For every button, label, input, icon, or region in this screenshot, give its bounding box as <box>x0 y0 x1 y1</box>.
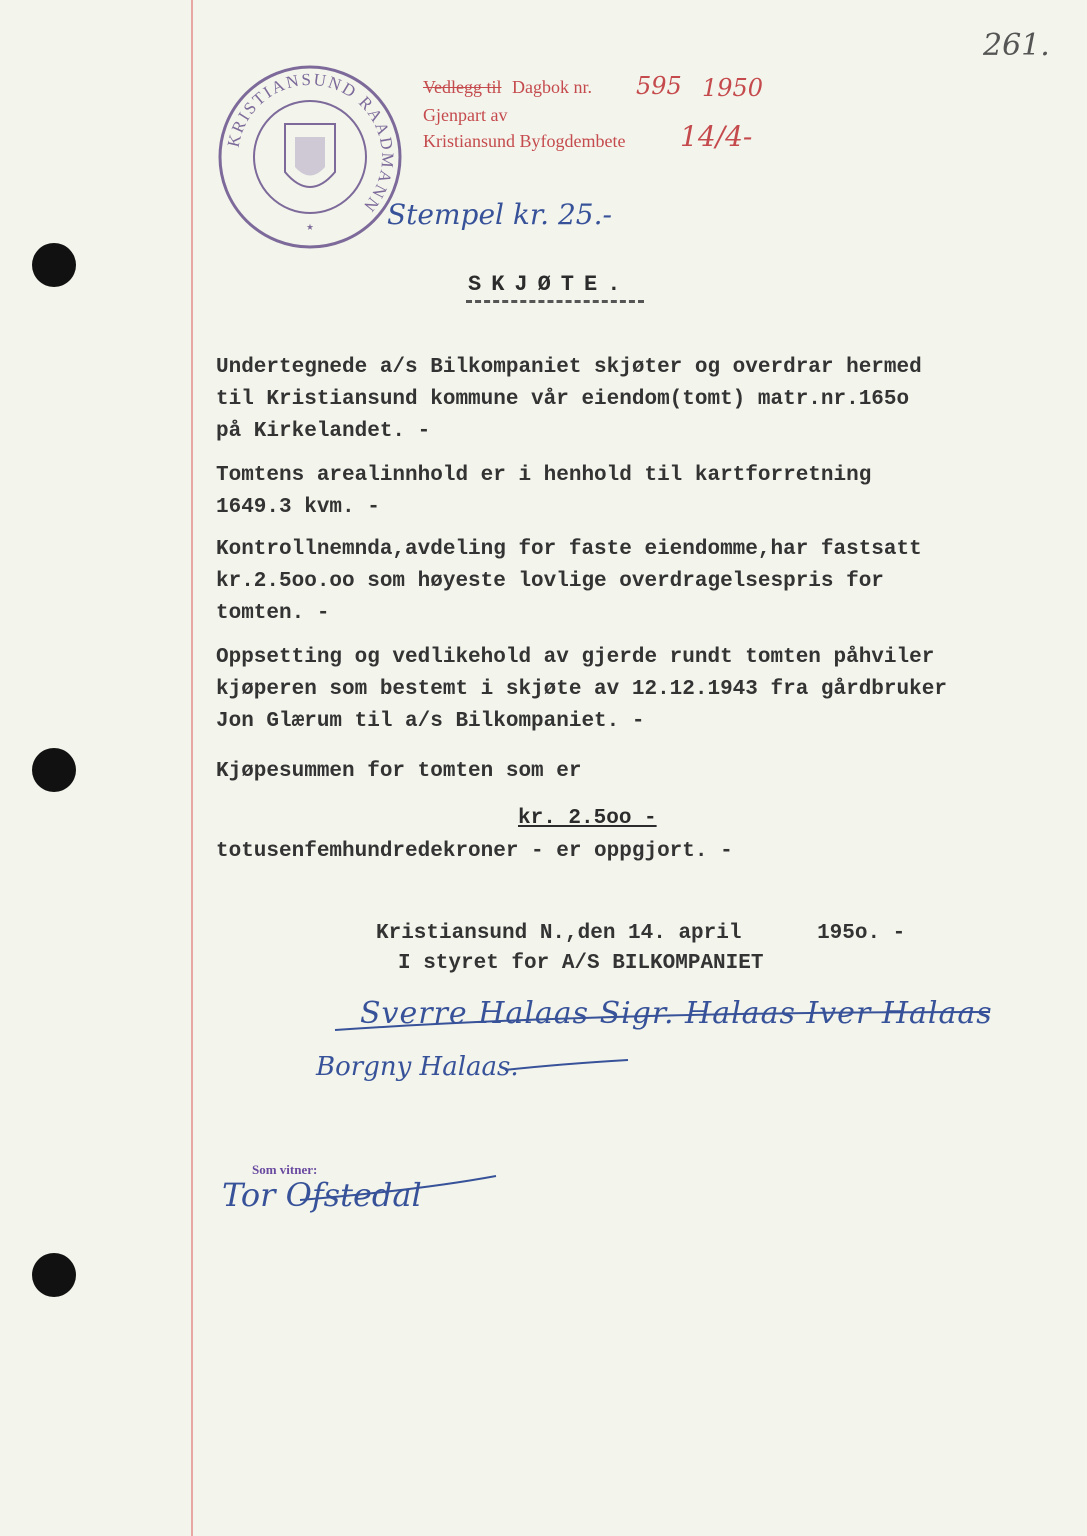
body-line: til Kristiansund kommune vår eiendom(tomt) matr.nr.165o <box>216 388 910 411</box>
body-line: Kjøpesummen for tomten som er <box>216 760 582 783</box>
witness-stamp: Som vitner: <box>252 1162 318 1177</box>
dagbok-year: 1950 <box>702 74 764 102</box>
board-line: I styret for A/S BILKOMPANIET <box>398 952 764 975</box>
svg-text:★: ★ <box>306 220 314 234</box>
document-title: SKJØTE. <box>468 272 631 297</box>
body-line: Oppsetting og vedlikehold av gjerde rundt tomten påhviler <box>216 646 935 669</box>
body-line: Jon Glærum til a/s Bilkompaniet. - <box>216 710 645 733</box>
body-line: kr.2.5oo.oo som høyeste lovlige overdragelsespris for <box>216 570 884 593</box>
page-number: 261. <box>983 28 1050 63</box>
body-line: på Kirkelandet. - <box>216 420 431 443</box>
signature-row-1: Sverre Halaas Sigr. Halaas Iver Halaas <box>360 996 993 1031</box>
place-date-line: Kristiansund N.,den 14. april 195o. - <box>376 922 906 945</box>
body-line: Undertegnede a/s Bilkompaniet skjøter og overdrar hermed <box>216 356 922 379</box>
amount-in-words: totusenfemhundredekroner - er oppgjort. - <box>216 840 733 863</box>
body-line: kjøperen som bestemt i skjøte av 12.12.1943 fra gårdbruker <box>216 678 947 701</box>
body-line: Tomtens arealinnhold er i henhold til kartforretning <box>216 464 872 487</box>
body-line: 1649.3 kvm. - <box>216 496 380 519</box>
stamp-line-3: Kristiansund Byfogdembete <box>423 131 626 151</box>
stamp-struck-text: Vedlegg til <box>423 77 502 97</box>
purchase-amount: kr. 2.5oo - <box>518 807 657 830</box>
stamp-dagbok-label: Dagbok nr. <box>512 77 592 97</box>
body-line: Kontrollnemnda,avdeling for faste eiendomme,har fastsatt <box>216 538 922 561</box>
stamp-date: 14/4- <box>680 120 753 153</box>
stamp-line-2: Gjenpart av <box>423 105 508 125</box>
signature-row-2: Borgny Halaas. <box>316 1052 519 1082</box>
dagbok-number: 595 <box>636 72 682 100</box>
stamp-fee-note: Stempel kr. 25.- <box>387 198 612 231</box>
witness-signature: Tor Ofstedal <box>222 1176 422 1214</box>
seal-text: KRISTIANSUND RAADMANN <box>223 69 398 217</box>
body-line: tomten. - <box>216 602 330 625</box>
